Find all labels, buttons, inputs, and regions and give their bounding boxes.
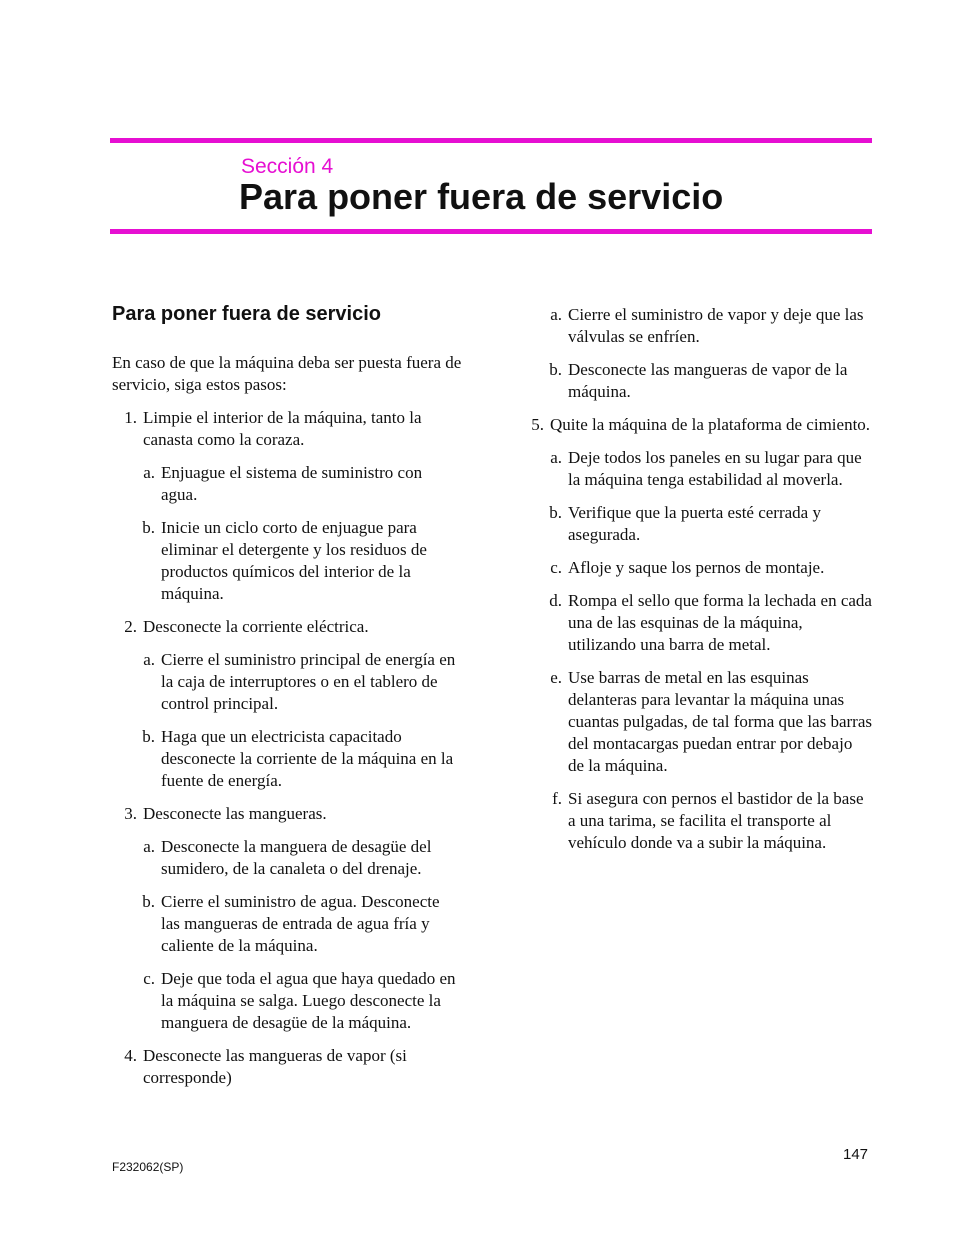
list-marker: c. bbox=[550, 558, 562, 577]
substep-item bbox=[544, 557, 872, 579]
list-text: Inicie un ciclo corto de enjuague para eliminar el detergente y los residuos de productos químicos del interior de la máquina. bbox=[161, 518, 427, 603]
list-marker: 4. bbox=[124, 1046, 137, 1065]
list-marker: 5. bbox=[531, 415, 544, 434]
substep-item bbox=[137, 836, 462, 880]
step-item bbox=[112, 407, 462, 451]
list-marker: a. bbox=[550, 448, 562, 467]
left-step-list bbox=[112, 407, 462, 1089]
step-item bbox=[527, 414, 872, 436]
list-marker: 1. bbox=[124, 408, 137, 427]
list-marker: a. bbox=[143, 650, 155, 669]
substep-item bbox=[137, 891, 462, 957]
right-column bbox=[527, 304, 872, 865]
list-marker: a. bbox=[550, 305, 562, 324]
list-marker: a. bbox=[143, 837, 155, 856]
header-rule-bottom bbox=[110, 229, 872, 234]
list-text: Enjuague el sistema de suministro con agua. bbox=[161, 463, 423, 504]
list-marker: d. bbox=[549, 591, 562, 610]
step-item bbox=[112, 616, 462, 638]
list-marker: b. bbox=[142, 892, 155, 911]
right-step-list bbox=[527, 304, 872, 854]
list-text: Deje todos los paneles en su lugar para que la máquina tenga estabilidad al moverla. bbox=[568, 448, 862, 489]
substep-item bbox=[137, 462, 462, 506]
list-text: Deje que toda el agua que haya quedado en la máquina se salga. Luego desconecte la manguera de desagüe de la máquina. bbox=[161, 969, 456, 1032]
list-text: Desconecte la manguera de desagüe del sumidero, de la canaleta o del drenaje. bbox=[161, 837, 432, 878]
step-item bbox=[112, 803, 462, 825]
list-text: Desconecte las mangueras de vapor (si corresponde) bbox=[143, 1046, 407, 1087]
list-text: Verifique que la puerta esté cerrada y asegurada. bbox=[568, 503, 821, 544]
substep-item bbox=[544, 502, 872, 546]
substep-item bbox=[137, 649, 462, 715]
left-column bbox=[112, 352, 462, 1100]
substep-item bbox=[544, 304, 872, 348]
list-text: Cierre el suministro de vapor y deje que las válvulas se enfríen. bbox=[568, 305, 864, 346]
list-text: Cierre el suministro principal de energía en la caja de interruptores o en el tablero de control principal. bbox=[161, 650, 456, 713]
substep-item bbox=[137, 517, 462, 605]
substep-item bbox=[544, 667, 872, 777]
list-text: Desconecte las mangueras de vapor de la máquina. bbox=[568, 360, 848, 401]
substep-item bbox=[544, 359, 872, 403]
intro-paragraph: En caso de que la máquina deba ser puesta fuera de servicio, siga estos pasos: bbox=[112, 353, 462, 394]
header-rule-top bbox=[110, 138, 872, 143]
list-marker: b. bbox=[142, 518, 155, 537]
document-code: F232062(SP) bbox=[112, 1160, 184, 1174]
list-marker: c. bbox=[143, 969, 155, 988]
step-item bbox=[112, 1045, 462, 1089]
list-text: Rompa el sello que forma la lechada en cada una de las esquinas de la máquina, utilizando una barra de metal. bbox=[568, 591, 872, 654]
list-text: Use barras de metal en las esquinas delanteras para levantar la máquina unas cuantas pulgadas, de tal forma que las barras del montacargas puedan entrar por debajo de la máquina. bbox=[568, 668, 872, 775]
list-marker: b. bbox=[549, 503, 562, 522]
substep-item bbox=[544, 590, 872, 656]
list-marker: 3. bbox=[124, 804, 137, 823]
list-marker: b. bbox=[549, 360, 562, 379]
list-text: Si asegura con pernos el bastidor de la base a una tarima, se facilita el transporte al vehículo donde va a subir la máquina. bbox=[568, 789, 864, 852]
page-title: Para poner fuera de servicio bbox=[239, 176, 724, 217]
list-marker: 2. bbox=[124, 617, 137, 636]
substep-item bbox=[137, 726, 462, 792]
substep-item bbox=[544, 788, 872, 854]
list-marker: b. bbox=[142, 727, 155, 746]
substep-item bbox=[137, 968, 462, 1034]
list-text: Afloje y saque los pernos de montaje. bbox=[568, 558, 825, 577]
list-marker: e. bbox=[550, 668, 562, 687]
page-number: 147 bbox=[843, 1146, 869, 1163]
list-text: Desconecte las mangueras. bbox=[143, 804, 327, 823]
list-text: Limpie el interior de la máquina, tanto la canasta como la coraza. bbox=[143, 408, 422, 449]
substep-item bbox=[544, 447, 872, 491]
list-marker: f. bbox=[552, 789, 562, 808]
list-text: Desconecte la corriente eléctrica. bbox=[143, 617, 369, 636]
list-text: Quite la máquina de la plataforma de cimiento. bbox=[550, 415, 871, 434]
section-label: Sección 4 bbox=[241, 155, 334, 178]
subheading: Para poner fuera de servicio bbox=[112, 303, 382, 325]
list-marker: a. bbox=[143, 463, 155, 482]
list-text: Haga que un electricista capacitado desconecte la corriente de la máquina en la fuente de energía. bbox=[161, 727, 454, 790]
list-text: Cierre el suministro de agua. Desconecte las mangueras de entrada de agua fría y caliente de la máquina. bbox=[161, 892, 440, 955]
